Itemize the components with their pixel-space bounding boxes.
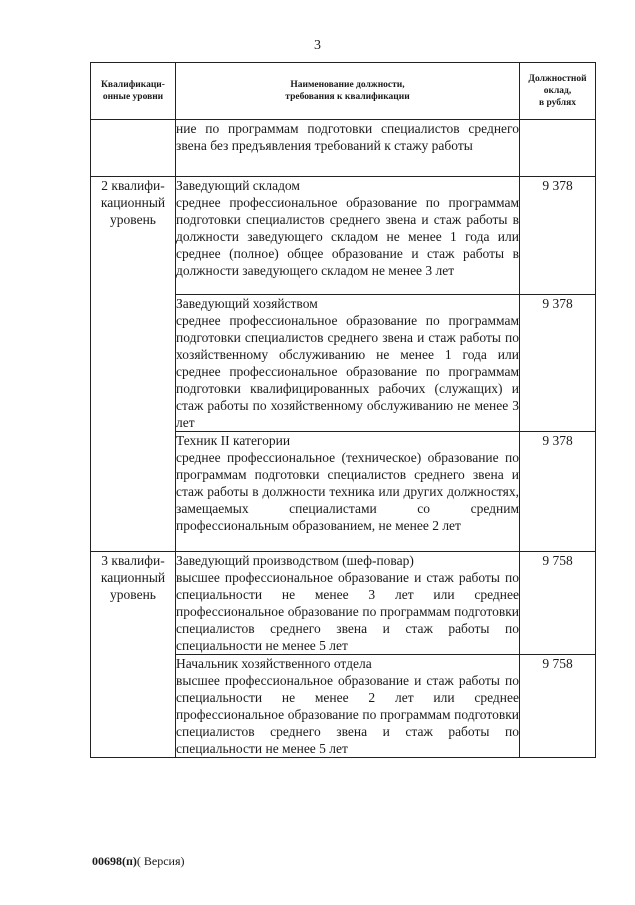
continuation-requirements: ние по программам подготовки специалистов среднего звена без предъявления требований к стажу работы	[176, 120, 520, 177]
position-requirements: высшее профессиональное образование и стаж работы по специальности не менее 2 лет или среднее профессиональное образование по программам подготовки специалистов среднего звена и стаж работы по специальности не менее 5 лет	[176, 673, 519, 756]
salary-value: 9 758	[520, 655, 596, 758]
salary-value: 9 378	[520, 432, 596, 552]
position-requirements: среднее профессиональное образование по программам подготовки специалистов среднего звена и стаж работы по хозяйственному обслуживанию не менее 1 года или среднее профессиональное образование по программам подготовки квалифицированных рабочих (служащих) и стаж работы по хозяйственному обслуживанию не менее 3 лет	[176, 313, 519, 430]
position-cell	[176, 655, 520, 758]
position-cell	[176, 295, 520, 432]
header-position-requirements-text: Наименование должности, требования к квалификации	[285, 80, 410, 102]
table-row	[91, 552, 596, 655]
salary-cell-empty	[520, 120, 596, 177]
salary-value: 9 378	[520, 295, 596, 432]
header-position-requirements	[176, 63, 520, 120]
qualification-level-2: 2 квалифи- кационный уровень	[91, 177, 176, 552]
document-code: 00698(п)	[92, 854, 137, 868]
header-salary-text: Должностной оклад, в рублях	[528, 74, 587, 108]
table-header-row	[91, 63, 596, 120]
position-requirements: среднее профессиональное (техническое) образование по программам подготовки специалистов среднего звена и стаж работы в должности техника или других должностях, замещаемых специалистами со средним профессиональным образованием, не менее 2 лет	[176, 450, 519, 533]
page-number: 3	[314, 38, 321, 53]
position-title: Заведующий хозяйством	[176, 296, 318, 311]
document-footer	[92, 854, 185, 869]
level-cell-empty	[91, 120, 176, 177]
position-title: Заведующий складом	[176, 178, 300, 193]
position-cell	[176, 552, 520, 655]
qualification-level-3: 3 квалифи- кационный уровень	[91, 552, 176, 758]
table-row	[91, 177, 596, 295]
position-title: Начальник хозяйственного отдела	[176, 656, 372, 671]
table-row-continuation	[91, 120, 596, 177]
header-qualification-levels-text: Квалификаци- онные уровни	[101, 80, 165, 102]
salary-value: 9 758	[520, 552, 596, 655]
position-title: Техник II категории	[176, 433, 291, 448]
qualification-salary-table	[90, 62, 596, 758]
position-cell	[176, 432, 520, 552]
position-title: Заведующий производством (шеф-повар)	[176, 553, 414, 568]
position-requirements: высшее профессиональное образование и стаж работы по специальности не менее 3 лет или среднее профессиональное образование по программам подготовки специалистов среднего звена и стаж работы по специальности не менее 5 лет	[176, 570, 519, 653]
header-salary	[520, 63, 596, 120]
position-requirements: среднее профессиональное образование по программам подготовки специалистов среднего звена и стаж работы в должности заведующего складом не менее 1 года или среднее (полное) общее образование и стаж работы в должности заведующего складом не менее 3 лет	[176, 195, 519, 278]
position-cell	[176, 177, 520, 295]
header-qualification-levels	[91, 63, 176, 120]
salary-value: 9 378	[520, 177, 596, 295]
document-version: ( Версия)	[136, 854, 185, 868]
